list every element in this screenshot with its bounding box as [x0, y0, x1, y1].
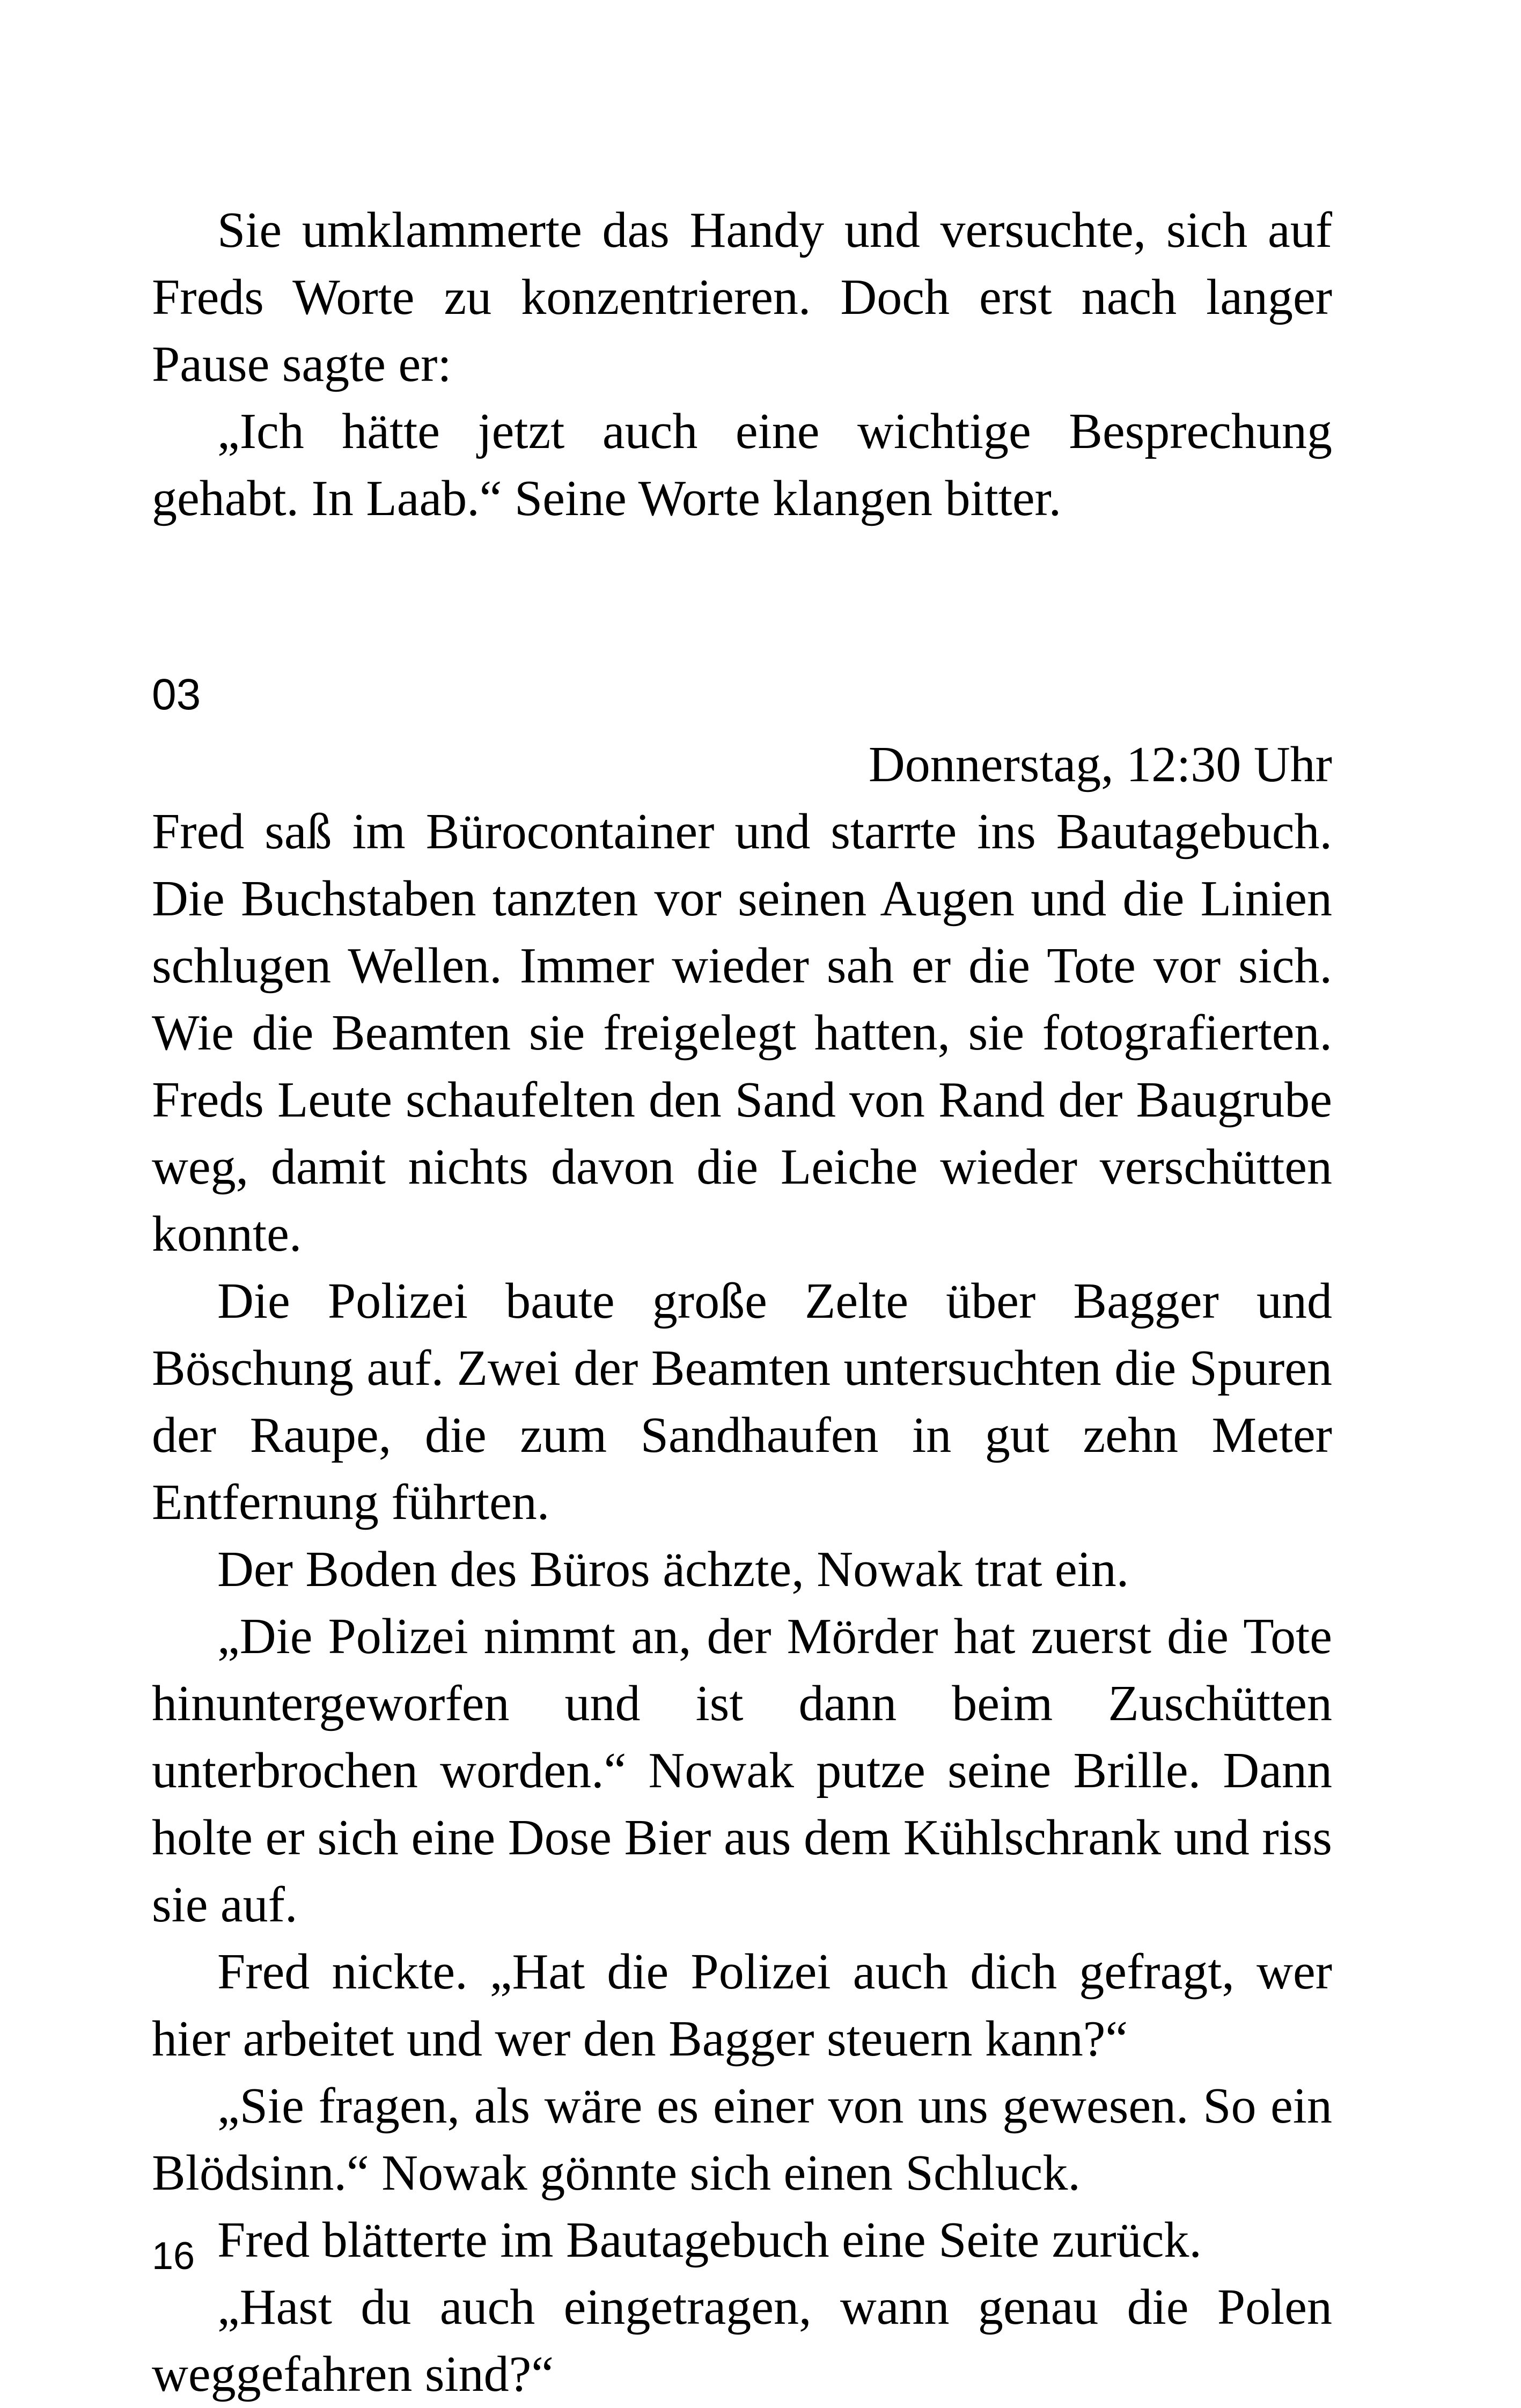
- paragraph: Fred blätterte im Bautagebuch eine Seite zurück.: [217, 2212, 1202, 2268]
- paragraph: „Die Polizei nimmt an, der Mörder hat zuerst die Tote hinuntergeworfen und ist dann beim Zuschütten unterbrochen worden.“ Nowak putze seine Brille. Dann holte er sich eine Dose Bier aus dem Kühlschrank und riss sie auf.: [152, 1609, 1332, 1933]
- paragraph: Der Boden des Büros ächzte, Nowak trat ein.: [217, 1541, 1129, 1597]
- paragraph: Die Polizei baute große Zelte über Bagger und Böschung auf. Zwei der Beamten untersuchten die Spuren der Raupe, die zum Sandhaufen in gut zehn Meter Entfernung führten.: [152, 1273, 1332, 1530]
- paragraph: „Ich hätte jetzt auch eine wichtige Besprechung gehabt. In Laab.“ Seine Worte klangen bitter.: [152, 403, 1332, 526]
- text-block-top: [152, 197, 1332, 532]
- paragraph: Fred saß im Bürocontainer und starrte ins Bautagebuch. Die Buchstaben tanzten vor seinen Augen und die Linien schlugen Wellen. Immer wieder sah er die Tote vor sich. Wie die Beamten sie freigelegt hatten, sie fotografierten. Freds Leute schaufelten den Sand von Rand der Baugrube weg, damit nichts davon die Leiche wieder verschütten konnte.: [152, 804, 1332, 1262]
- dateline: Donnerstag, 12:30 Uhr: [868, 737, 1332, 792]
- text-block-main: [152, 798, 1332, 2408]
- page-number: 16: [152, 2235, 195, 2278]
- paragraph: „Hast du auch eingetragen, wann genau die Polen weggefahren sind?“: [152, 2279, 1332, 2402]
- paragraph: Fred nickte. „Hat die Polizei auch dich gefragt, wer hier arbeitet und wer den Bagger steuern kann?“: [152, 1944, 1332, 2067]
- paragraph: Sie umklammerte das Handy und versuchte, sich auf Freds Worte zu konzentrieren. Doch erst nach langer Pause sagte er:: [152, 202, 1332, 392]
- paragraph: „Sie fragen, als wäre es einer von uns gewesen. So ein Blödsinn.“ Nowak gönnte sich einen Schluck.: [152, 2078, 1332, 2201]
- chapter-number: 03: [152, 670, 201, 719]
